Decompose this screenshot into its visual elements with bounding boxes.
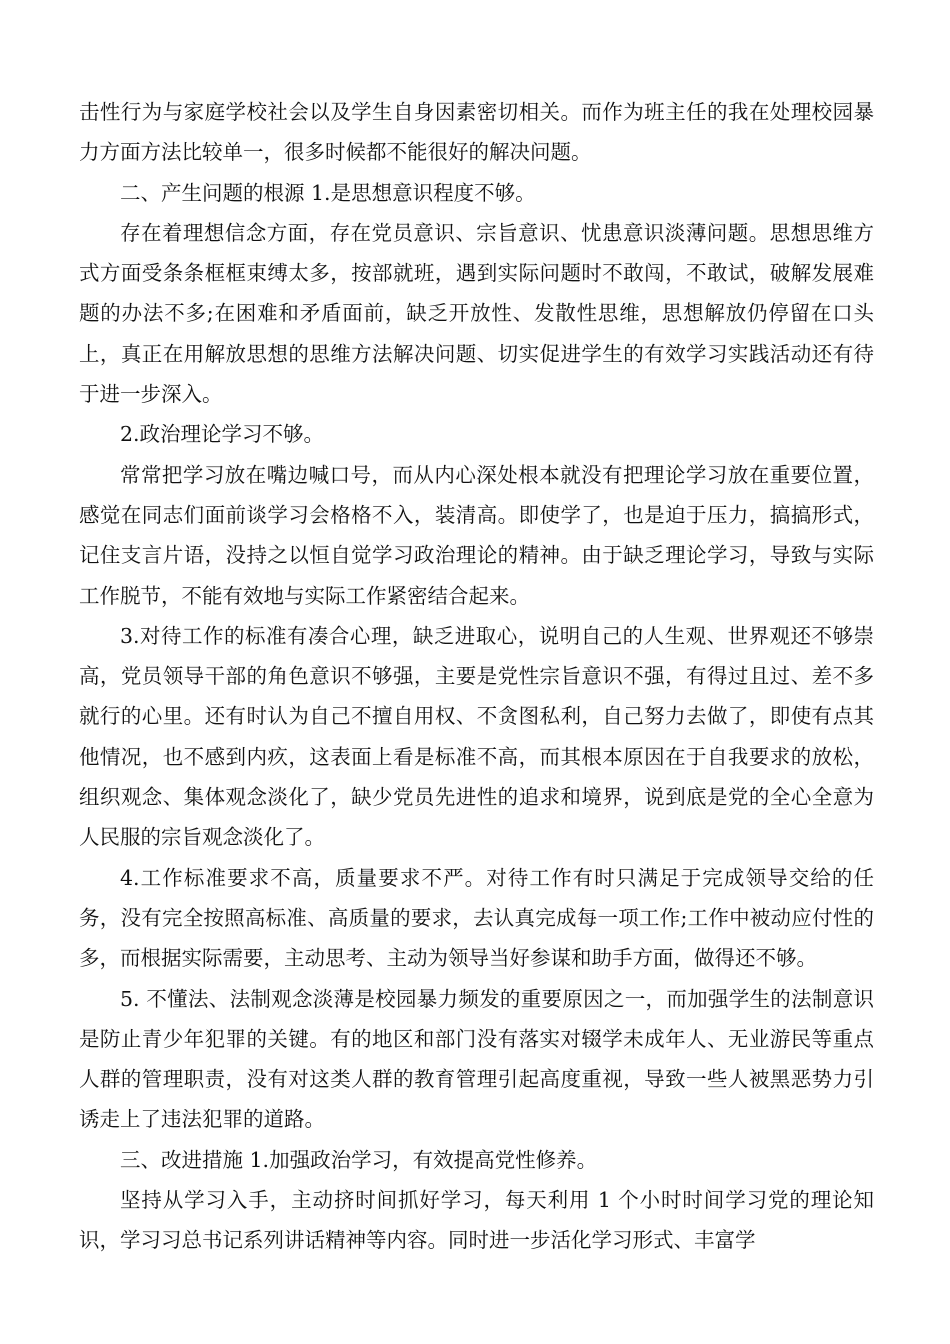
paragraph-ideology: 存在着理想信念方面，存在党员意识、宗旨意识、忧患意识淡薄问题。思想思维方式方面受条条框框束缚太多，按部就班，遇到实际问题时不敢闯，不敢试，破解发展难题的办法不多;在困难和矛盾面前，缺乏开放性、发散性思维，思想解放仍停留在口头上，真正在用解放思想的思维方法解决问题、切实促进学生的有效学习实践活动还有待于进一步深入。 xyxy=(79,220,874,407)
section-heading-root-causes: 二、产生问题的根源 1.是思想意识程度不够。 xyxy=(120,180,536,205)
document-body xyxy=(79,92,874,1261)
paragraph-legal-awareness: 5. 不懂法、法制观念淡薄是校园暴力频发的重要原因之一，而加强学生的法制意识是防止青少年犯罪的关键。有的地区和部门没有落实对辍学未成年人、无业游民等重点人群的管理职责，没有对这类人群的教育管理引起高度重视，导致一些人被黑恶势力引诱走上了违法犯罪的道路。 xyxy=(79,986,874,1132)
paragraph-continuation: 击性行为与家庭学校社会以及学生自身因素密切相关。而作为班主任的我在处理校园暴力方面方法比较单一，很多时候都不能很好的解决问题。 xyxy=(79,100,874,165)
paragraph-work-attitude: 3.对待工作的标准有凑合心理，缺乏进取心，说明自己的人生观、世界观还不够崇高，党员领导干部的角色意识不够强，主要是党性宗旨意识不强，有得过且过、差不多就行的心里。还有时认为自己不擅自用权、不贪图私利，自己努力去做了，即使有点其他情况，也不感到内疚，这表面上看是标准不高，而其根本原因在于自我要求的放松，组织观念、集体观念淡化了，缺少党员先进性的追求和境界，说到底是党的全心全意为人民服的宗旨观念淡化了。 xyxy=(79,623,874,850)
paragraph-work-standards: 4.工作标准要求不高，质量要求不严。对待工作有时只满足于完成领导交给的任务，没有完全按照高标准、高质量的要求，去认真完成每一项工作;工作中被动应付性的多，而根据实际需要，主动思考、主动为领导当好参谋和助手方面，做得还不够。 xyxy=(79,865,874,971)
paragraph-study-plan: 坚持从学习入手，主动挤时间抓好学习，每天利用 1 个小时时间学习党的理论知识，学习习总书记系列讲话精神等内容。同时进一步活化学习形式、丰富学 xyxy=(79,1188,874,1253)
subheading-theory-study: 2.政治理论学习不够。 xyxy=(120,422,325,447)
paragraph-theory-study: 常常把学习放在嘴边喊口号，而从内心深处根本就没有把理论学习放在重要位置，感觉在同志们面前谈学习会格格不入，装清高。即使学了，也是迫于压力，搞搞形式，记住支言片语，没持之以恒自觉学习政治理论的精神。由于缺乏理论学习，导致与实际工作脱节，不能有效地与实际工作紧密结合起来。 xyxy=(79,462,874,608)
section-heading-improvements: 三、改进措施 1.加强政治学习，有效提高党性修养。 xyxy=(120,1147,598,1172)
